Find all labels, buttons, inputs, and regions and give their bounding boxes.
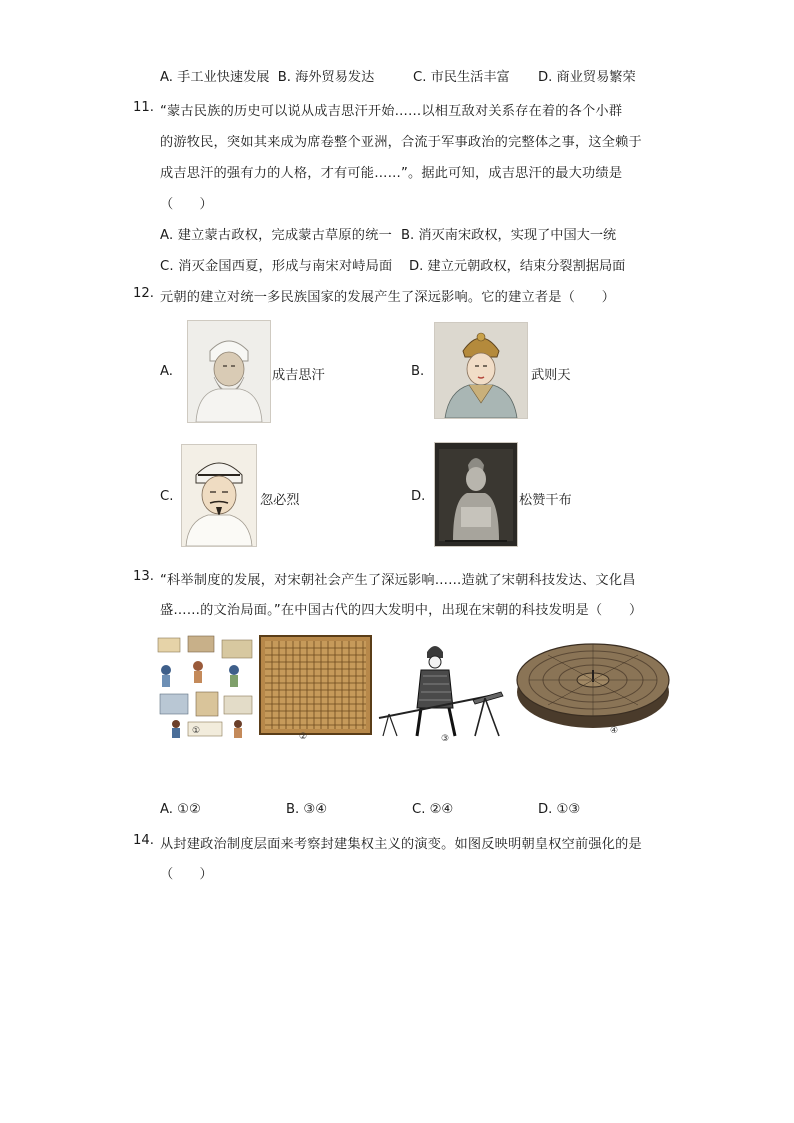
q10-option-d: D. 商业贸易繁荣 bbox=[538, 70, 636, 85]
wu-zetian-portrait bbox=[434, 322, 528, 419]
kublai-khan-portrait bbox=[181, 444, 257, 547]
q10-option-b: B. 海外贸易发达 bbox=[277, 70, 375, 85]
q12-stem: 元朝的建立对统一多民族国家的发展产生了深远影响。它的建立者是（ ） bbox=[160, 290, 616, 305]
q11-number: 11. bbox=[133, 100, 154, 115]
genghis-khan-portrait bbox=[187, 320, 271, 423]
papermaking-illustration bbox=[152, 630, 258, 742]
q14-answer-blank: （ ） bbox=[160, 867, 213, 882]
q10-options-row bbox=[160, 66, 636, 85]
q11-answer-blank: （ ） bbox=[160, 197, 213, 212]
q14-number: 14. bbox=[133, 833, 154, 848]
compass-luopan bbox=[516, 630, 670, 740]
q12-option-b-letter: B. bbox=[411, 364, 425, 379]
q11-option-c: C. 消灭金国西夏，形成与南宋对峙局面 bbox=[160, 259, 393, 274]
q12-option-c-letter: C. bbox=[160, 489, 174, 504]
q13-option-c: C. ②④ bbox=[412, 802, 454, 817]
pic-4-mark: ④ bbox=[610, 726, 619, 736]
q12-number: 12. bbox=[133, 286, 154, 301]
q12-option-d-letter: D. bbox=[411, 489, 426, 504]
pic-3-mark: ③ bbox=[441, 734, 450, 744]
q14-stem: 从封建政治制度层面来考察封建集权主义的演变。如图反映明朝皇权空前强化的是 bbox=[160, 837, 642, 852]
q11-stem-line3: 成吉思汗的强有力的人格，才有可能……”。据此可知，成吉思汗的最大功绩是 bbox=[160, 166, 623, 181]
pic-2-mark: ② bbox=[299, 732, 308, 742]
q11-option-b: B. 消灭南宋政权，实现了中国大一统 bbox=[401, 228, 617, 243]
q12-option-a-letter: A. bbox=[160, 364, 173, 379]
q13-stem-line1: “科举制度的发展，对宋朝社会产生了深远影响……造就了宋朝科技发达、文化昌 bbox=[160, 573, 636, 588]
q12-option-c-name: 忽必烈 bbox=[260, 493, 300, 508]
q11-stem-line2: 的游牧民，突如其来成为席卷整个亚洲，合流于军事政治的完整体之事，这全赖于 bbox=[160, 135, 642, 150]
pic-1-mark: ① bbox=[192, 726, 201, 736]
q11-stem-line1: “蒙古民族的历史可以说从成吉思汗开始……以相互敌对关系存在着的各个小群 bbox=[160, 104, 623, 119]
q13-option-a: A. ①② bbox=[160, 802, 201, 817]
q11-option-d: D. 建立元朝政权，结束分裂割据局面 bbox=[409, 259, 626, 274]
gunpowder-fire-lance-soldier bbox=[375, 636, 515, 744]
q13-stem-line2: 盛……的文治局面。”在中国古代的四大发明中，出现在宋朝的科技发明是（ ） bbox=[160, 603, 643, 618]
songtsen-gampo-statue bbox=[434, 442, 518, 547]
q11-option-a: A. 建立蒙古政权，完成蒙古草原的统一 bbox=[160, 228, 392, 243]
q12-option-a-name: 成吉思汗 bbox=[272, 368, 325, 383]
q10-option-a: A. 手工业快速发展 bbox=[160, 70, 270, 85]
q12-option-d-name: 松赞干布 bbox=[519, 493, 572, 508]
q12-option-b-name: 武则天 bbox=[531, 368, 571, 383]
q13-option-d: D. ①③ bbox=[538, 802, 581, 817]
q10-option-c: C. 市民生活丰富 bbox=[413, 70, 510, 85]
movable-type-printing-block bbox=[258, 634, 373, 742]
q13-option-b: B. ③④ bbox=[286, 802, 328, 817]
q13-number: 13. bbox=[133, 569, 154, 584]
